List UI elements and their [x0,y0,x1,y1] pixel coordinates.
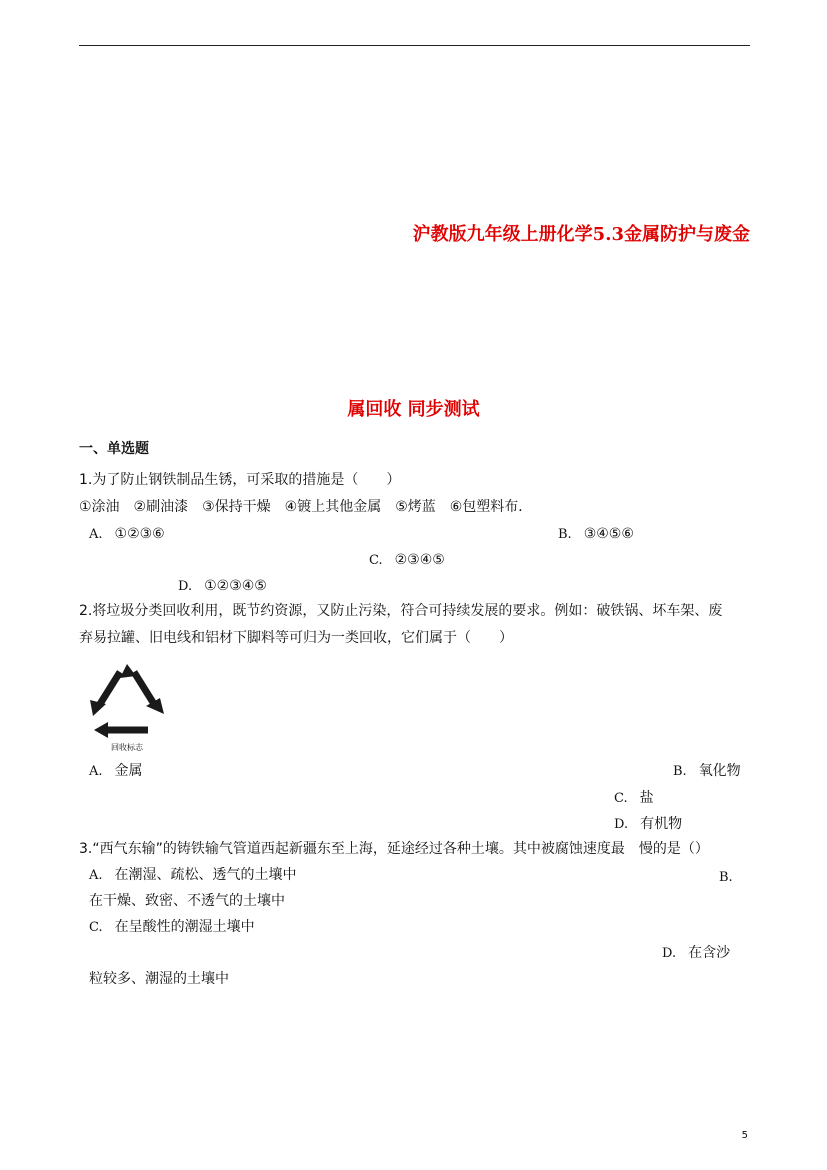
option-text: ①②③⑥ [114,526,165,542]
option-text: 盐 [639,790,654,806]
section-heading: 一、单选题 [79,441,149,457]
option-text: 金属 [114,763,143,779]
option-letter: D. [178,579,193,594]
option-letter: B. [558,527,572,542]
page-number: 5 [741,1130,748,1141]
q3-option-c[interactable] [89,917,255,938]
q1-stem: 1.为了防止钢铁制品生锈，可采取的措施是（ ） [79,472,401,488]
q1-option-b[interactable] [558,524,634,545]
recycle-icon [80,660,174,754]
option-letter: D. [614,817,629,832]
option-text: ②③④⑤ [394,552,445,568]
q1-option-d[interactable] [178,576,267,597]
page-title-line1: 沪教版九年级上册化学5.3金属防护与废金 [412,224,750,245]
option-letter: A. [89,527,103,542]
recycle-caption: 回收标志 [111,743,143,752]
q2-stem-line1: 2.将垃圾分类回收利用，既节约资源，又防止污染，符合可持续发展的要求。例如：破铁锅、坏车架、废 [79,603,723,619]
option-text: 在潮湿、疏松、透气的土壤中 [114,867,297,883]
option-text: 氧化物 [698,763,741,779]
option-text: 有机物 [640,816,683,832]
option-letter: A. [89,868,103,883]
recycle-symbol-image [80,660,174,754]
option-text: ③④⑤⑥ [583,526,634,542]
q2-stem-line2: 弃易拉罐、旧电线和铝材下脚料等可归为一类回收，它们属于（ ） [79,630,513,646]
q2-option-c[interactable] [614,788,654,809]
option-letter: D. [662,946,677,961]
header-rule [79,45,750,46]
option-letter: A. [89,764,103,779]
option-letter: B. [719,870,733,885]
q2-option-a[interactable] [89,761,143,782]
q3-option-b-letter[interactable] [719,867,745,888]
q1-option-c[interactable] [369,550,445,571]
q1-option-a[interactable] [89,524,165,545]
q3-option-b-text[interactable]: 在干燥、致密、不透气的土壤中 [89,893,285,909]
q1-measures: ①涂油 ②刷油漆 ③保持干燥 ④镀上其他金属 ⑤烤蓝 ⑥包塑料布． [79,499,533,515]
option-text: ①②③④⑤ [204,578,267,594]
q3-option-d-continued: 粒较多、潮湿的土壤中 [89,971,229,987]
option-text: 在呈酸性的潮湿土壤中 [114,919,255,935]
option-letter: C. [369,553,383,568]
option-letter: C. [89,920,103,935]
q2-option-d[interactable] [614,814,682,835]
option-letter: C. [614,791,628,806]
q2-option-b[interactable] [673,761,741,782]
q3-option-a[interactable] [89,865,297,886]
q3-option-d[interactable] [662,943,730,964]
q3-stem: 3.“西气东输”的铸铁输气管道西起新疆东至上海，延途经过各种土壤。其中被腐蚀速度最 慢的是（） [79,841,709,857]
option-letter: B. [673,764,687,779]
page-title-line2: 属回收 同步测试 [347,399,480,420]
option-text: 在含沙 [688,945,731,961]
